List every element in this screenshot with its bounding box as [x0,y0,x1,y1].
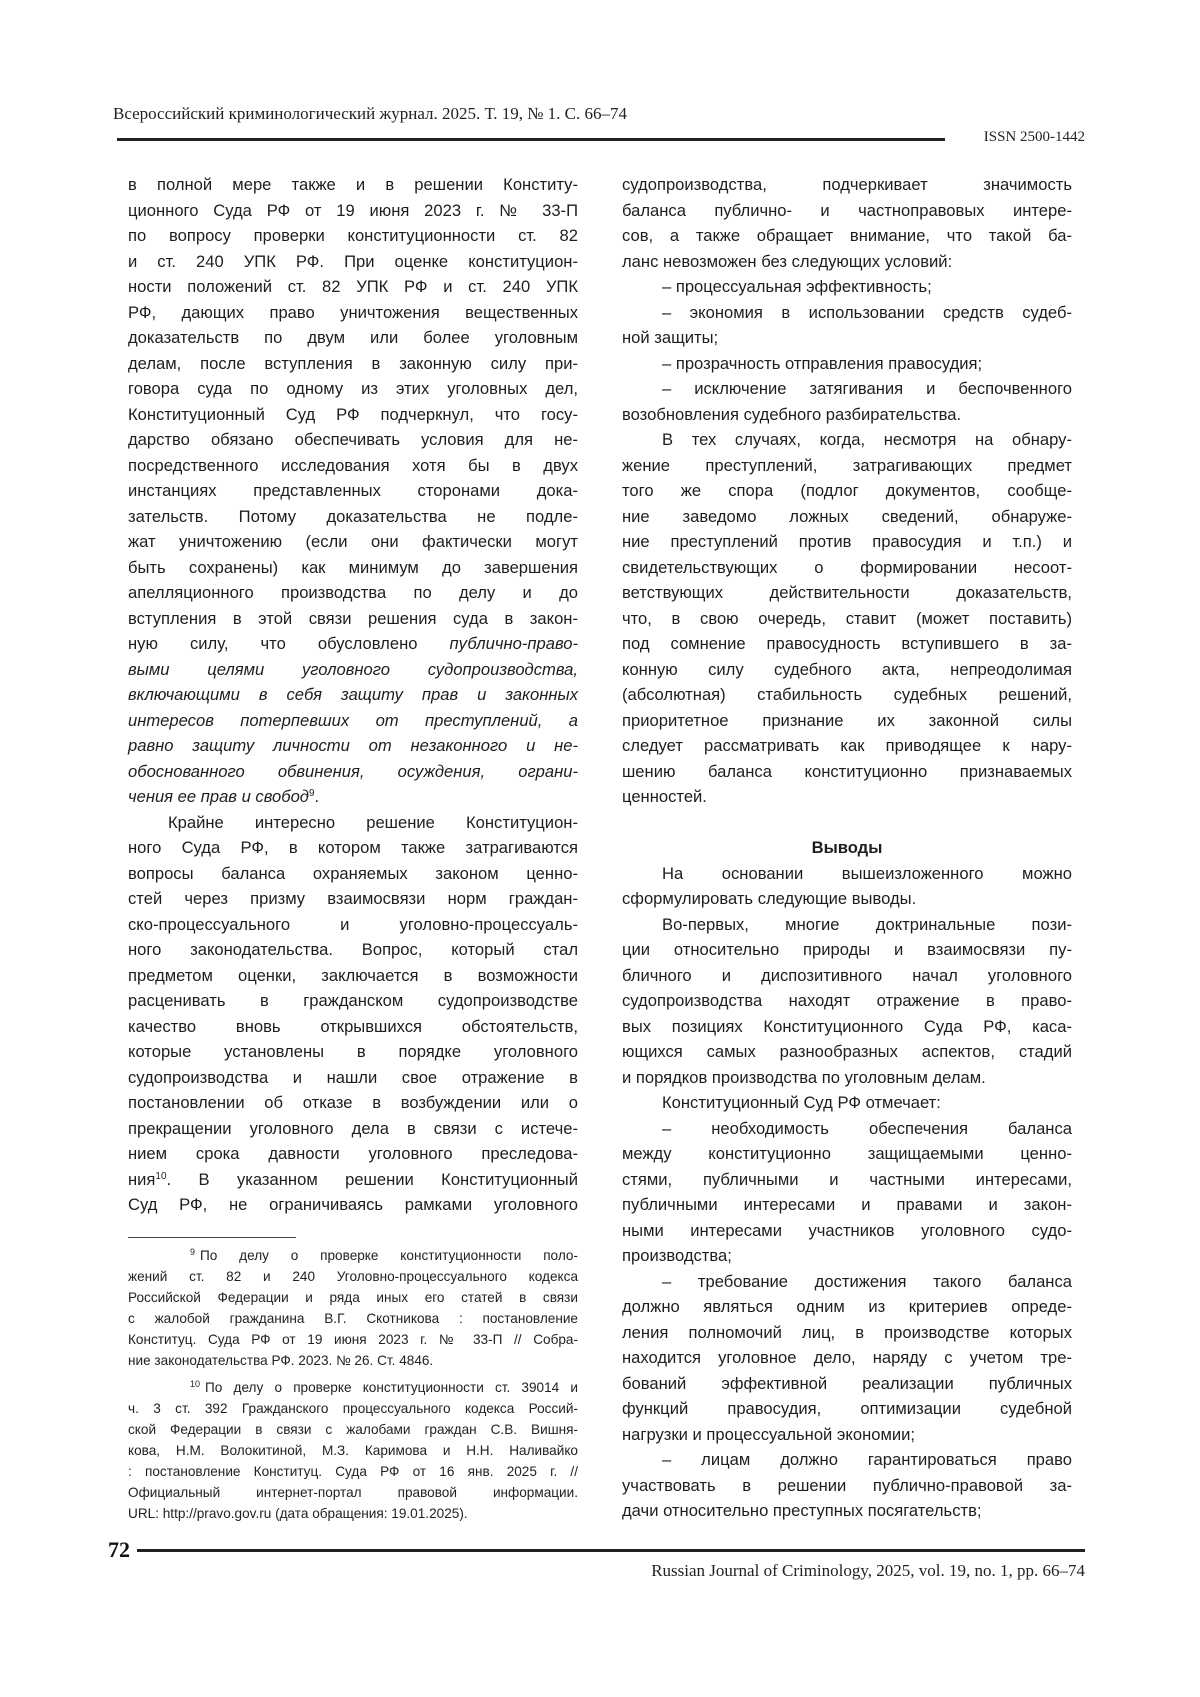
text-line: того же спора (подлог документов, сообще- [622,478,1072,504]
text-line: делам, после вступления в законную силу при- [128,351,578,377]
text-line: апелляционного производства по делу и до [128,580,578,606]
footnote-line: ние законодательства РФ. 2023. № 26. Ст. 4846. [128,1350,578,1371]
paragraph [622,1090,1072,1116]
text-line: В тех случаях, когда, несмотря на обнару- [622,427,1072,453]
text-line: вопросы баланса охраняемых законом ценно- [128,861,578,887]
text-line: ной защиты; [622,325,1072,351]
text-line: которые установлены в порядке уголовного [128,1039,578,1065]
text-line [128,733,578,759]
footnote-line [128,1377,578,1398]
text-line: вых позициях Конституционного Суда РФ, каса- [622,1014,1072,1040]
text-line: участвовать в решении публично-правовой за- [622,1473,1072,1499]
footnote-line: : постановление Конституц. Суда РФ от 16 янв. 2025 г. // [128,1461,578,1482]
footer-rule [137,1549,1085,1552]
text-line: дачи относительно преступных посягательств; [622,1498,1072,1524]
text-line: жение преступлений, затрагивающих предмет [622,453,1072,479]
text-line: доказательств по двум или более уголовным [128,325,578,351]
section-heading: Выводы [622,835,1072,861]
text-line: На основании вышеизложенного можно [622,861,1072,887]
text-line: ционного Суда РФ от 19 июня 2023 г. № 33-П [128,198,578,224]
text-line: публичными интересами и правами и закон- [622,1192,1072,1218]
text-line: сов, а также обращает внимание, что такой ба- [622,223,1072,249]
text-line [128,631,578,657]
footnote-line: Конституц. Суда РФ от 19 июня 2023 г. № 33-П // Собра- [128,1329,578,1350]
footnote-line [128,1245,578,1266]
text-line: жат уничтожению (если они фактически могут [128,529,578,555]
text-line: между конституционно защищаемыми ценно- [622,1141,1072,1167]
text-line [128,1167,578,1193]
blank-line [622,810,1072,836]
text-line: – процессуальная эффективность; [622,274,1072,300]
text-run: . В указанном решении Конституционный [167,1170,578,1189]
paragraph [622,300,1072,351]
text-run: интересов потерпевших от преступлений, а [128,711,578,730]
text-line: качество вновь открывшихся обстоятельств, [128,1014,578,1040]
text-line [128,657,578,683]
text-line: производства; [622,1243,1072,1269]
text-line: бличного и диспозитивного начал уголовного [622,963,1072,989]
text-line: судопроизводства находят отражение в право- [622,988,1072,1014]
footnote-line: с жалобой гражданина В.Г. Скотникова : постановление [128,1308,578,1329]
paragraph [622,1447,1072,1524]
text-line [128,784,578,810]
text-line: следует рассматривать как приводящее к нару- [622,733,1072,759]
footnote-9 [128,1245,578,1371]
footnote-10 [128,1377,578,1524]
paragraph [622,274,1072,300]
text-line: ланс невозможен без следующих условий: [622,249,1072,275]
text-line: судопроизводства, подчеркивает значимость [622,172,1072,198]
text-run: публично-право- [450,634,578,653]
paragraph [128,810,578,1218]
paragraph [622,1269,1072,1448]
text-line: нием срока давности уголовного преследова- [128,1141,578,1167]
text-line: – лицам должно гарантироваться право [622,1447,1072,1473]
paragraph [128,172,578,810]
paragraph [622,427,1072,810]
text-line: вступления в этой связи решения суда в закон- [128,606,578,632]
text-run: ния [128,1170,155,1189]
text-line: ние заведомо ложных сведений, обнаруже- [622,504,1072,530]
text-line: возобновления судебного разбирательства. [622,402,1072,428]
text-run: включающими в себя защиту прав и законных [128,685,578,704]
text-line [128,759,578,785]
text-line: предметом оценки, заключается в возможности [128,963,578,989]
text-line: в полной мере также и в решении Конститу- [128,172,578,198]
left-column [128,172,578,1218]
text-line: ценностей. [622,784,1072,810]
running-header-issn: ISSN 2500-1442 [984,129,1085,146]
text-line: посредственного исследования хотя бы в двух [128,453,578,479]
text-run: чения ее прав и свобод [128,787,309,806]
footnote-text: По делу о проверке конституционности ст. 39014 и [205,1380,578,1395]
running-header-journal: Всероссийский криминологический журнал. 2025. Т. 19, № 1. С. 66–74 [113,104,627,124]
text-run: обоснованного обвинения, осуждения, ограни- [128,762,578,781]
footnote-line: URL: http://pravo.gov.ru (дата обращения: 19.01.2025). [128,1503,578,1524]
paragraph [622,861,1072,912]
text-line: конную силу судебного акта, непреодолимая [622,657,1072,683]
text-line: стями, публичными и частными интересами, [622,1167,1072,1193]
text-line: шению баланса конституционно признаваемых [622,759,1072,785]
paragraph [622,172,1072,274]
text-line: что, в свою очередь, ставит (может поставить) [622,606,1072,632]
text-line: судопроизводства и нашли свое отражение в [128,1065,578,1091]
text-line: ции относительно природы и взаимосвязи пу- [622,937,1072,963]
text-line: приоритетное признание их законной силы [622,708,1072,734]
text-line: находится уголовное дело, наряду с учетом тре- [622,1345,1072,1371]
text-line: инстанциях представленных сторонами дока- [128,478,578,504]
footnote-line: Российской Федерации и ряда иных его статей в связи [128,1287,578,1308]
paragraph [622,1116,1072,1269]
text-line: ветствующих действительности доказательств, [622,580,1072,606]
footnote-text: По делу о проверке конституционности поло- [200,1248,578,1263]
text-line: по вопросу проверки конституционности ст. 82 [128,223,578,249]
text-line: постановлении об отказе в возбуждении или о [128,1090,578,1116]
text-run: . [315,787,320,806]
text-line: и ст. 240 УПК РФ. При оценке конституцион- [128,249,578,275]
text-line: ления полномочий лиц, в производстве которых [622,1320,1072,1346]
text-line: под сомнение правосудность вступившего в за- [622,631,1072,657]
footnote-line: кова, Н.М. Волокитиной, М.З. Каримова и Н.Н. Наливайко [128,1440,578,1461]
footnote-number: 9 [190,1247,195,1257]
text-line: – необходимость обеспечения баланса [622,1116,1072,1142]
footnote-ref: 9 [309,788,315,799]
text-line: Суд РФ, не ограничиваясь рамками уголовного [128,1192,578,1218]
footnote-line: ской Федерации в связи с жалобами граждан С.В. Вишня- [128,1419,578,1440]
text-line: быть сохранены) как минимум до завершения [128,555,578,581]
text-line: – экономия в использовании средств судеб- [622,300,1072,326]
text-line: прекращении уголовного дела в связи с истече- [128,1116,578,1142]
text-line: (абсолютная) стабильность судебных решений, [622,682,1072,708]
text-line: ного законодательства. Вопрос, который стал [128,937,578,963]
text-line: функций правосудия, оптимизации судебной [622,1396,1072,1422]
running-footer-journal: Russian Journal of Criminology, 2025, vol. 19, no. 1, pp. 66–74 [651,1561,1085,1581]
text-line: дарство обязано обеспечивать условия для не- [128,427,578,453]
text-line: ного Суда РФ, в котором также затрагиваются [128,835,578,861]
text-line: ными интересами участников уголовного судо- [622,1218,1072,1244]
page-number: 72 [108,1537,130,1563]
text-line: Конституционный Суд РФ отмечает: [622,1090,1072,1116]
footnote-line: Официальный интернет-портал правовой информации. [128,1482,578,1503]
text-run: ную силу, что обусловлено [128,634,450,653]
text-line [128,682,578,708]
text-line: Крайне интересно решение Конституцион- [128,810,578,836]
text-line: свидетельствующих о формировании несоот- [622,555,1072,581]
text-line: ющихся самых разнообразных аспектов, стадий [622,1039,1072,1065]
footnote-line: ч. 3 ст. 392 Гражданского процессуального кодекса Россий- [128,1398,578,1419]
footnote-line: жений ст. 82 и 240 Уголовно-процессуального кодекса [128,1266,578,1287]
text-line: нагрузки и процессуальной экономии; [622,1422,1072,1448]
text-line: – исключение затягивания и беспочвенного [622,376,1072,402]
text-run: равно защиту личности от незаконного и не- [128,736,578,755]
text-line: баланса публично- и частноправовых интере- [622,198,1072,224]
text-line: Конституционный Суд РФ подчеркнул, что госу- [128,402,578,428]
text-line: и порядков производства по уголовным делам. [622,1065,1072,1091]
paragraph [622,912,1072,1091]
text-line: Во-первых, многие доктринальные пози- [622,912,1072,938]
text-line: зательств. Потому доказательства не подле- [128,504,578,530]
right-column [622,172,1072,1524]
text-line: ности положений ст. 82 УПК РФ и ст. 240 УПК [128,274,578,300]
text-line: ние преступлений против правосудия и т.п.) и [622,529,1072,555]
text-line [128,708,578,734]
text-line: – прозрачность отправления правосудия; [622,351,1072,377]
text-line: стей через призму взаимосвязи норм граждан- [128,886,578,912]
header-rule [117,138,945,141]
text-line: расценивать в гражданском судопроизводстве [128,988,578,1014]
footnote-separator [128,1237,296,1238]
paragraph [622,376,1072,427]
footnote-number: 10 [190,1379,200,1389]
text-line: говора суда по одному из этих уголовных дел, [128,376,578,402]
text-line: РФ, дающих право уничтожения вещественных [128,300,578,326]
text-line: сформулировать следующие выводы. [622,886,1072,912]
text-line: – требование достижения такого баланса [622,1269,1072,1295]
text-line: должно являться одним из критериев опреде- [622,1294,1072,1320]
paragraph [622,351,1072,377]
footnote-ref: 10 [155,1171,166,1182]
text-line: бований эффективной реализации публичных [622,1371,1072,1397]
text-run: выми целями уголовного судопроизводства, [128,660,578,679]
text-line: ско-процессуального и уголовно-процессуаль- [128,912,578,938]
